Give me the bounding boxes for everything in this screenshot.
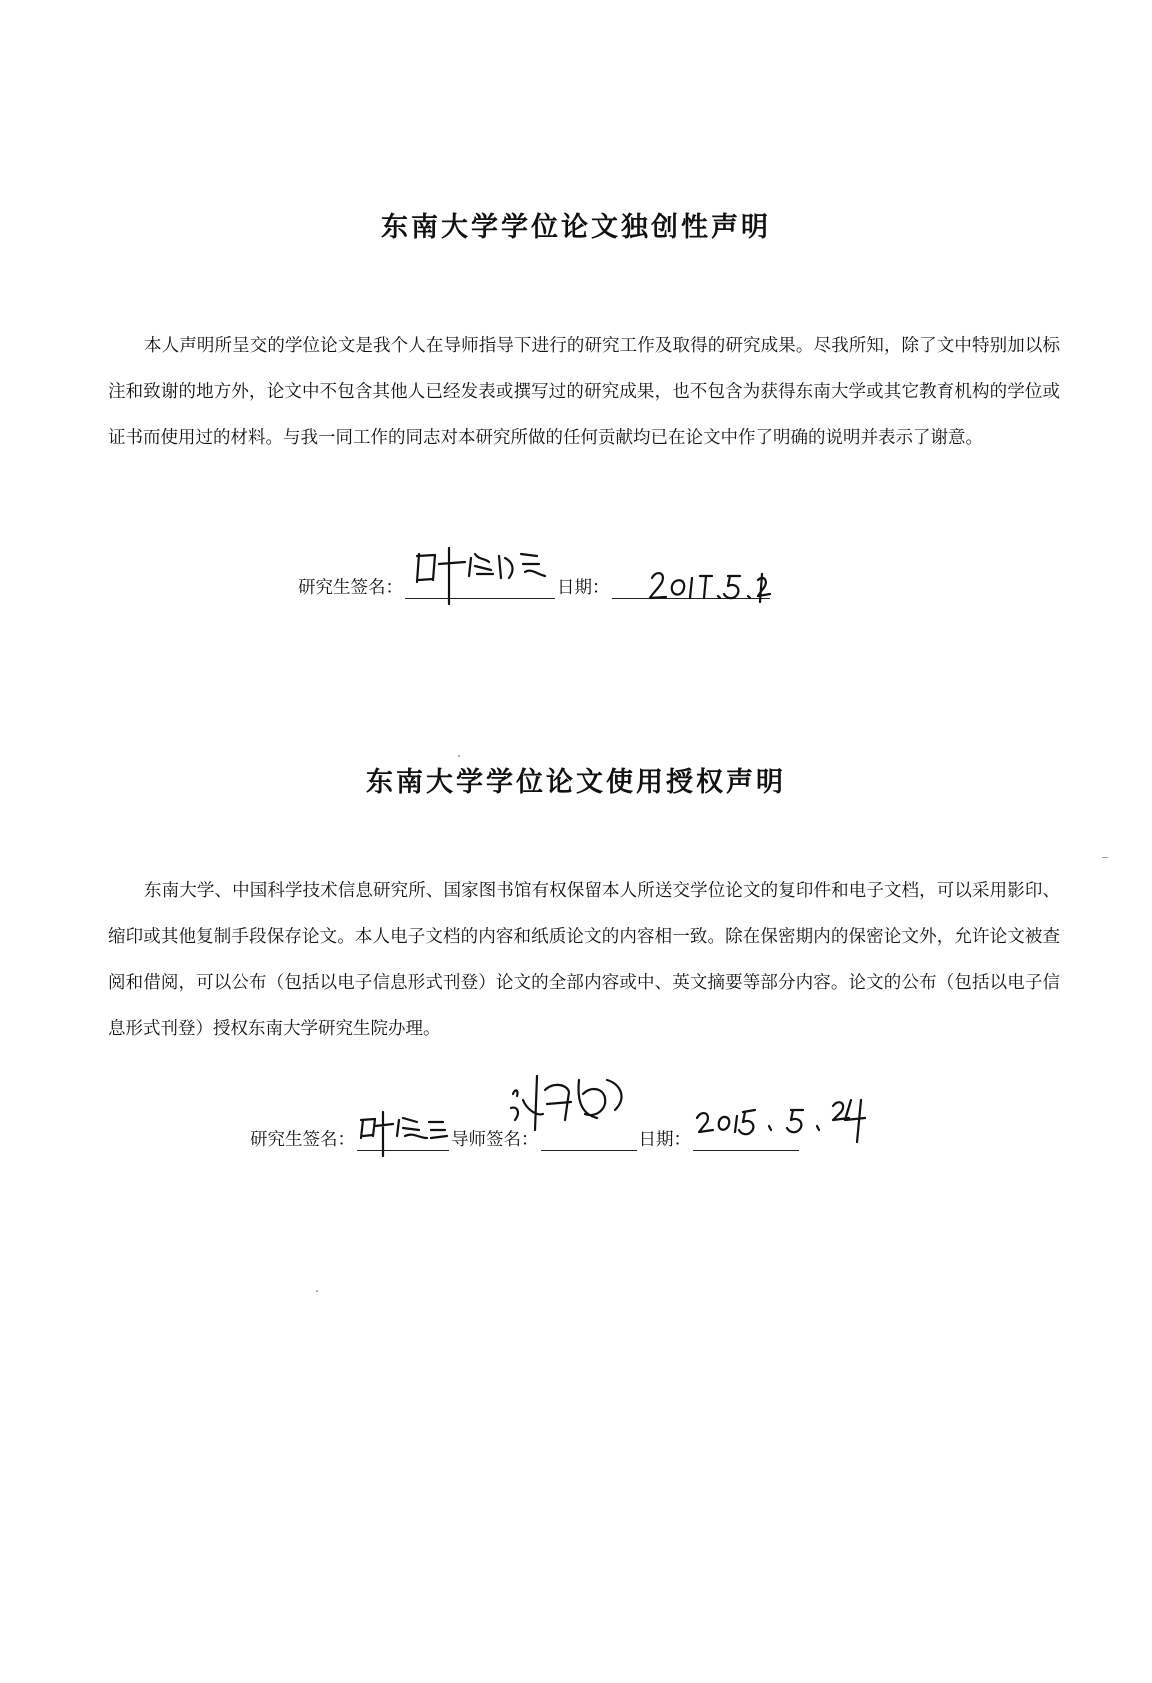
student-signature-handwriting — [405, 544, 555, 604]
student-signature-line — [405, 576, 555, 599]
student-signature-line-2 — [357, 1128, 449, 1151]
declaration1-signature-row — [298, 576, 772, 599]
scan-speck — [1102, 857, 1108, 858]
declaration2-body: 东南大学、中国科学技术信息研究所、国家图书馆有权保留本人所送交学位论文的复印件和电子文档，可以采用影印、缩印或其他复制手段保存论文。本人电子文档的内容和纸质论文的内容相一致。除在保密期内的保密论文外，允许论文被查阅和借阅，可以公布（包括以电子信息形式刊登）论文的全部内容或中、英文摘要等部分内容。论文的公布（包括以电子信息形式刊登）授权东南大学研究生院办理。 — [108, 881, 1060, 1039]
declaration2-signature-row — [250, 1128, 801, 1151]
declaration2-title: 东南大学学位论文使用授权声明 — [366, 767, 786, 798]
student-signature-label-2: 研究生签名： — [250, 1130, 355, 1150]
advisor-signature-label: 导师签名： — [451, 1130, 539, 1150]
student-signature-handwriting-2 — [357, 1110, 449, 1156]
student-signature-label: 研究生签名： — [298, 578, 403, 598]
declaration1-body: 本人声明所呈交的学位论文是我个人在导师指导下进行的研究工作及取得的研究成果。尽我所知，除了文中特别加以标注和致谢的地方外，论文中不包含其他人已经发表或撰写过的研究成果，也不包含为获得东南大学或其它教育机构的学位或证书而使用过的材料。与我一同工作的同志对本研究所做的任何贡献均已在论文中作了明确的说明并表示了谢意。 — [108, 336, 1060, 448]
date-line — [612, 576, 770, 599]
date-handwriting — [612, 564, 770, 604]
scan-speck — [458, 755, 460, 757]
advisor-signature-handwriting — [507, 1070, 647, 1150]
date-label: 日期： — [557, 578, 610, 598]
scan-speck — [316, 1290, 318, 1292]
advisor-signature-line — [541, 1128, 637, 1151]
date-handwriting-2 — [693, 1088, 873, 1148]
date-line-2 — [693, 1128, 799, 1151]
declaration1-title: 东南大学学位论文独创性声明 — [381, 212, 771, 243]
date-label-2: 日期： — [638, 1130, 691, 1150]
